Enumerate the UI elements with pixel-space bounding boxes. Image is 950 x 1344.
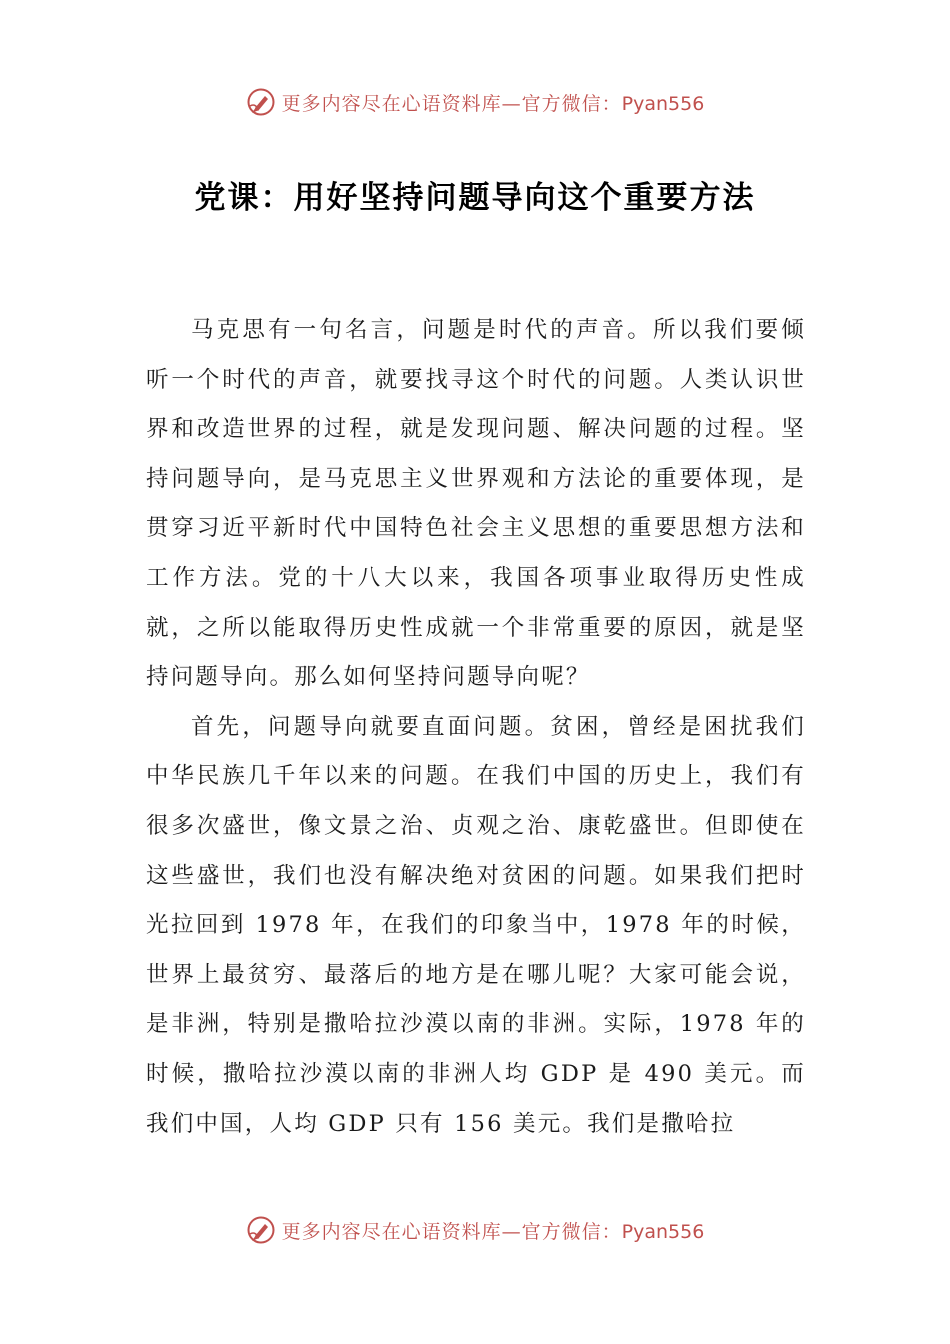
- watermark-wechat-id: Pyan556: [621, 1220, 705, 1243]
- watermark-text: [282, 1217, 705, 1244]
- document-body: [146, 306, 806, 1149]
- paragraph-2: 首先，问题导向就要直面问题。贫困，曾经是困扰我们中华民族几千年以来的问题。在我们中国的历史上，我们有很多次盛世，像文景之治、贞观之治、康乾盛世。但即使在这些盛世，我们也没有解决绝对贫困的问题。如果我们把时光拉回到 1978 年，在我们的印象当中，1978 年的时候，世界上最贫穷、最落后的地方是在哪儿呢？大家可能会说，是非洲，特别是撒哈拉沙漠以南的非洲。实际，1978 年的时候，撒哈拉沙漠以南的非洲人均 GDP 是 490 美元。而我们中国，人均 GDP 只有 156 美元。我们是撒哈拉: [146, 713, 806, 1137]
- document-title: 党课：用好坚持问题导向这个重要方法: [194, 180, 756, 216]
- watermark-cn-text: 更多内容尽在心语资料库—官方微信：: [281, 1220, 622, 1243]
- header-watermark: [0, 82, 950, 122]
- watermark-cn-text: 更多内容尽在心语资料库—官方微信：: [281, 92, 622, 115]
- footer-watermark: [0, 1210, 950, 1250]
- watermark-text: [282, 89, 705, 116]
- pen-logo-icon: [246, 1215, 276, 1245]
- pen-logo-icon: [246, 87, 276, 117]
- watermark-wechat-id: Pyan556: [621, 92, 705, 115]
- paragraph-1: 马克思有一句名言，问题是时代的声音。所以我们要倾听一个时代的声音，就要找寻这个时代的问题。人类认识世界和改造世界的过程，就是发现问题、解决问题的过程。坚持问题导向，是马克思主义世界观和方法论的重要体现，是贯穿习近平新时代中国特色社会主义思想的重要思想方法和工作方法。党的十八大以来，我国各项事业取得历史性成就，之所以能取得历史性成就一个非常重要的原因，就是坚持问题导向。那么如何坚持问题导向呢？: [146, 317, 806, 691]
